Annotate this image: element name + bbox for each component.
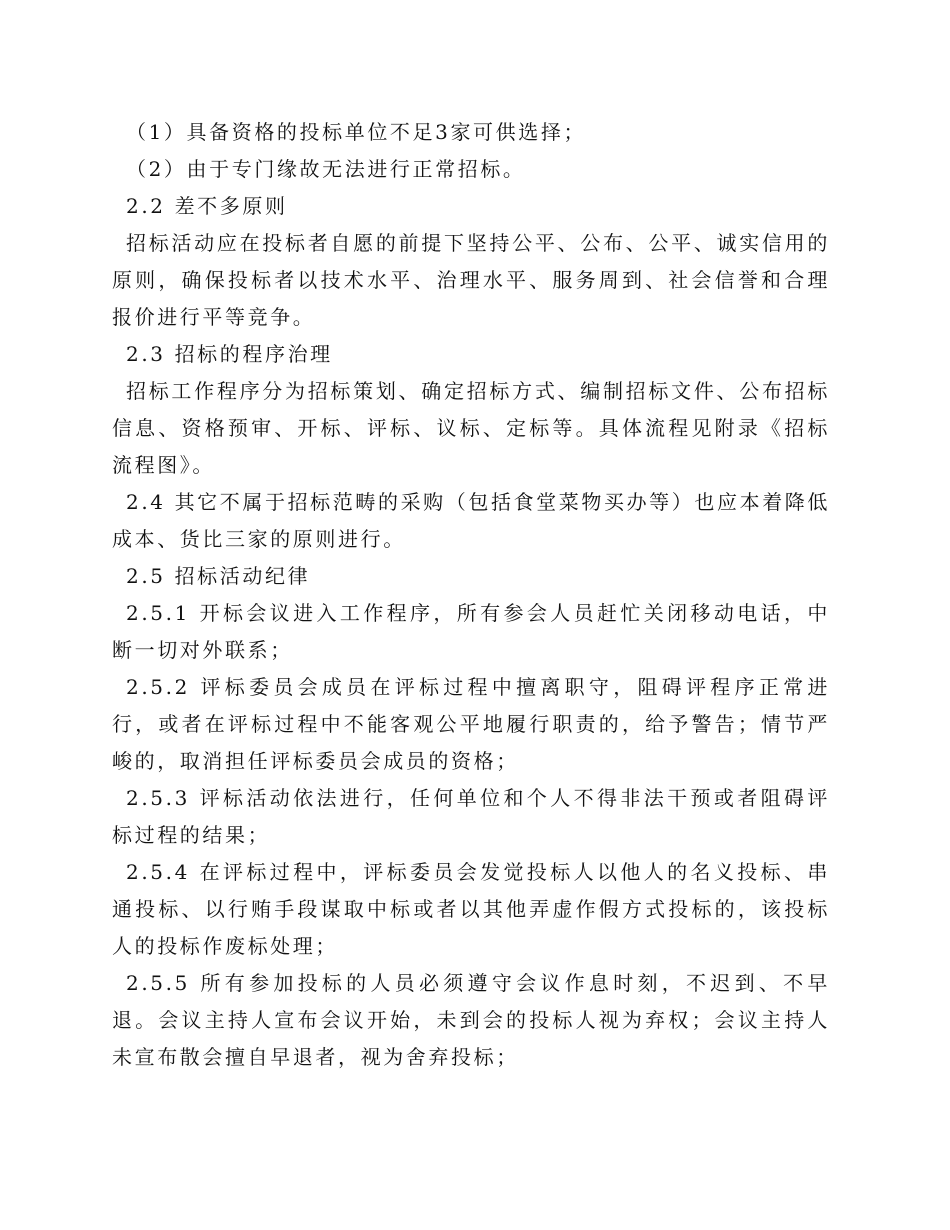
paragraph-2-4: 2.4 其它不属于招标范畴的采购（包括食堂菜物买办等）也应本着降低成本、货比三家的原则进行。 (112, 490, 830, 551)
paragraph-2-5-5: 2.5.5 所有参加投标的人员必须遵守会议作息时刻，不迟到、不早退。会议主持人宣布会议开始，未到会的投标人视为弃权；会议主持人未宣布散会擅自早退者，视为舍弃投标； (112, 971, 830, 1069)
paragraph-procedure: 招标工作程序分为招标策划、确定招标方式、编制招标文件、公布招标信息、资格预审、开标、评标、议标、定标等。具体流程见附录《招标流程图》。 (112, 379, 830, 477)
list-item-1: （1）具备资格的投标单位不足3家可供选择； (126, 120, 587, 144)
paragraph-2-5-2: 2.5.2 评标委员会成员在评标过程中擅离职守，阻碍评程序正常进行，或者在评标过程中不能客观公平地履行职责的，给予警告；情节严峻的，取消担任评标委员会成员的资格； (112, 675, 830, 773)
paragraph-2-5-1: 2.5.1 开标会议进入工作程序，所有参会人员赶忙关闭移动电话，中断一切对外联系； (112, 601, 830, 662)
section-heading-2-3: 2.3 招标的程序治理 (126, 342, 333, 366)
paragraph-2-5-4: 2.5.4 在评标过程中，评标委员会发觉投标人以他人的名义投标、串通投标、以行贿手段谋取中标或者以其他弄虚作假方式投标的，该投标人的投标作废标处理； (112, 860, 830, 958)
paragraph-2-5-3: 2.5.3 评标活动依法进行，任何单位和个人不得非法干预或者阻碍评标过程的结果； (112, 786, 830, 847)
list-item-2: （2）由于专门缘故无法进行正常招标。 (126, 157, 526, 181)
document-body (112, 114, 830, 1076)
section-heading-2-2: 2.2 差不多原则 (126, 194, 288, 218)
paragraph-principles: 招标活动应在投标者自愿的前提下坚持公平、公布、公平、诚实信用的原则，确保投标者以技术水平、治理水平、服务周到、社会信誉和合理报价进行平等竞争。 (112, 231, 830, 329)
section-heading-2-5: 2.5 招标活动纪律 (126, 564, 311, 588)
